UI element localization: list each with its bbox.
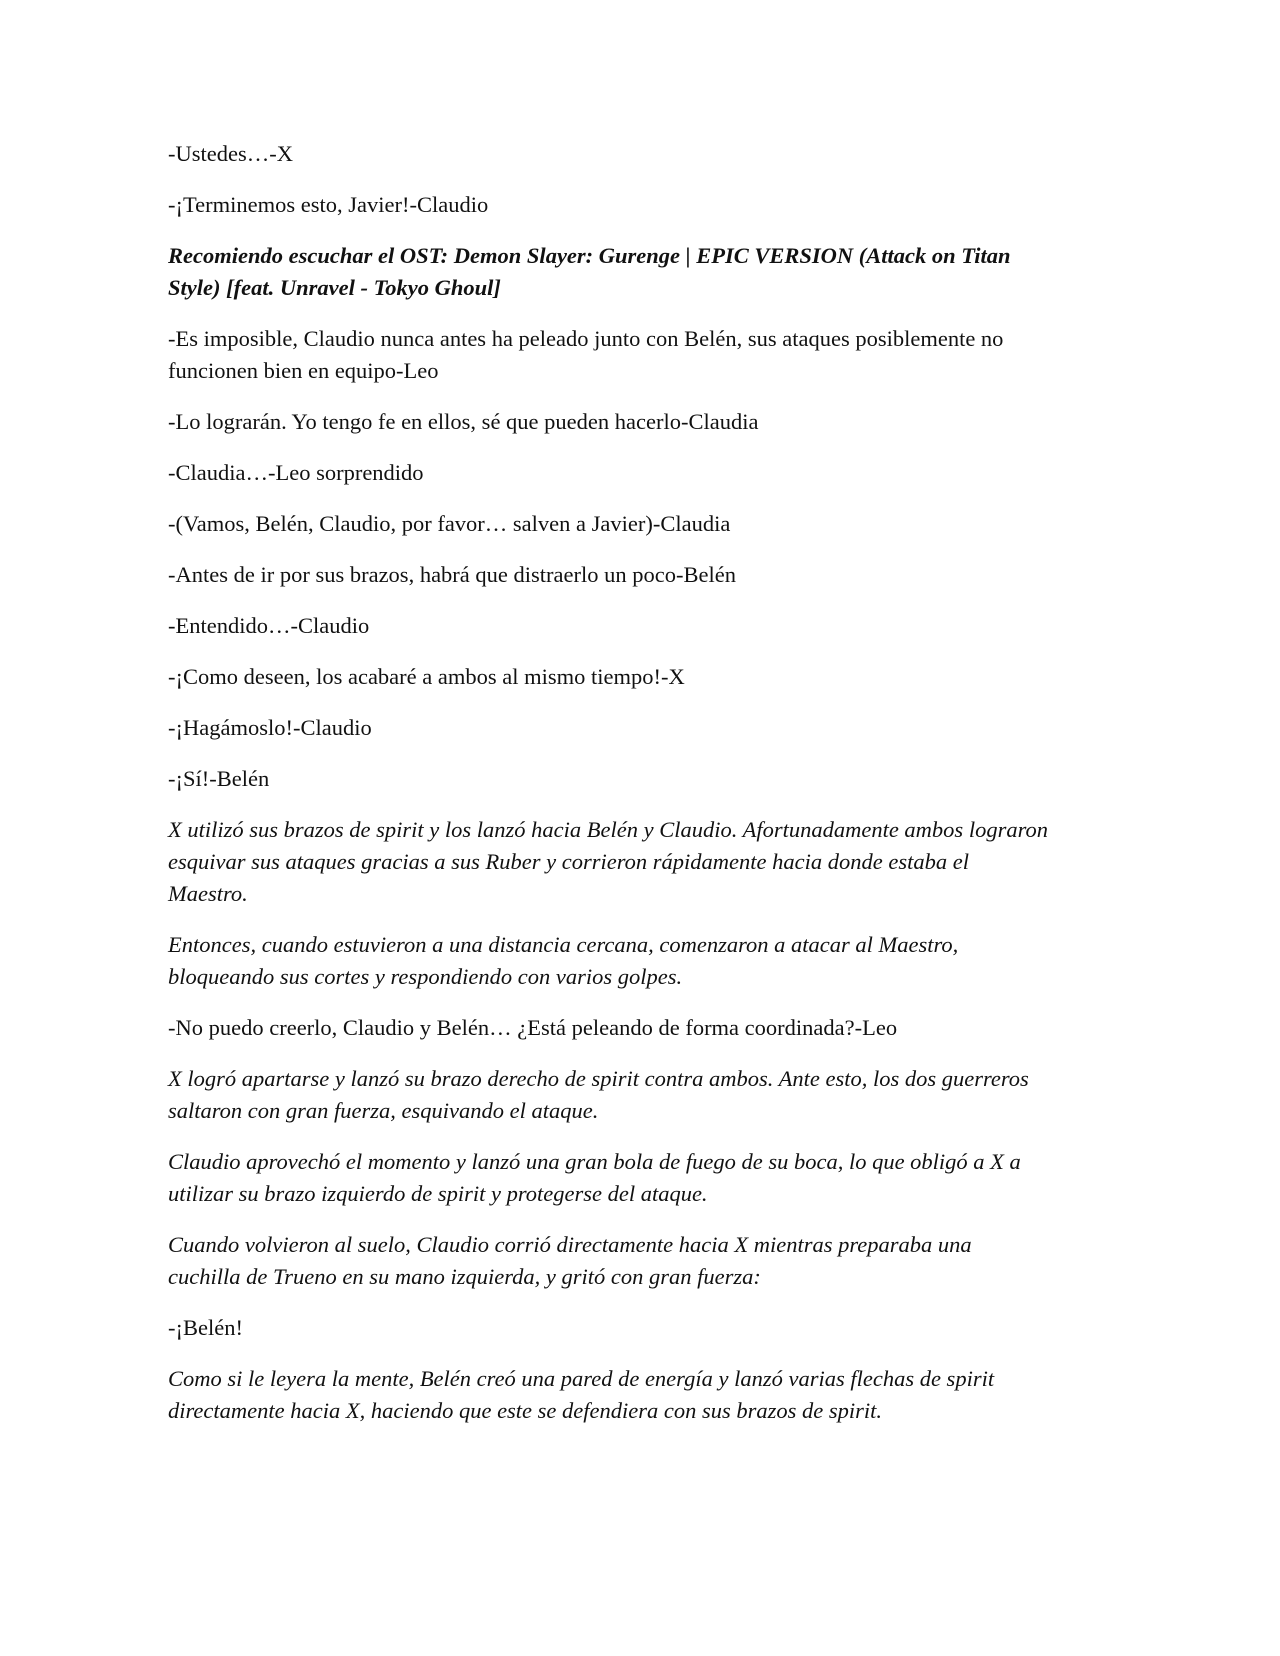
dialogue-line: -Entendido…-Claudio [168,613,370,638]
narration-paragraph: X utilizó sus brazos de spirit y los lanzó hacia Belén y Claudio. Afortunadamente ambos lograron esquivar sus ataques gracias a sus Ruber y corrieron rápidamente hacia donde estaba el Maestro. [168,817,1048,906]
dialogue-line: -Es imposible, Claudio nunca antes ha peleado junto con Belén, sus ataques posiblemente no funcionen bien en equipo-Leo [168,326,1004,383]
narration-paragraph: X logró apartarse y lanzó su brazo derecho de spirit contra ambos. Ante esto, los dos guerreros saltaron con gran fuerza, esquivando el ataque. [168,1066,1029,1123]
dialogue-line: -¡Sí!-Belén [168,766,270,791]
dialogue-line: -No puedo creerlo, Claudio y Belén… ¿Está peleando de forma coordinada?-Leo [168,1015,898,1040]
dialogue-line: -Claudia…-Leo sorprendido [168,460,424,485]
narration-paragraph: Entonces, cuando estuvieron a una distancia cercana, comenzaron a atacar al Maestro, bloqueando sus cortes y respondiendo con varios golpes. [168,932,959,989]
dialogue-line: -¡Como deseen, los acabaré a ambos al mismo tiempo!-X [168,664,685,689]
narration-paragraph: Cuando volvieron al suelo, Claudio corrió directamente hacia X mientras preparaba una cuchilla de Trueno en su mano izquierda, y gritó con gran fuerza: [168,1232,972,1289]
narration-paragraph: Como si le leyera la mente, Belén creó una pared de energía y lanzó varias flechas de spirit directamente hacia X, haciendo que este se defendiera con sus brazos de spirit. [168,1366,995,1423]
dialogue-line: -(Vamos, Belén, Claudio, por favor… salven a Javier)-Claudia [168,511,731,536]
narration-paragraph: Claudio aprovechó el momento y lanzó una gran bola de fuego de su boca, lo que obligó a X a utilizar su brazo izquierdo de spirit y protegerse del ataque. [168,1149,1021,1206]
dialogue-line: -Lo lograrán. Yo tengo fe en ellos, sé que pueden hacerlo-Claudia [168,409,759,434]
document-page [168,138,1048,1446]
dialogue-line: -¡Belén! [168,1315,243,1340]
music-recommendation-note: Recomiendo escuchar el OST: Demon Slayer: Gurenge | EPIC VERSION (Attack on Titan Style) [feat. Unravel - Tokyo Ghoul] [168,243,1011,300]
dialogue-line: -¡Hagámoslo!-Claudio [168,715,372,740]
dialogue-line: -Ustedes…-X [168,141,293,166]
dialogue-line: -¡Terminemos esto, Javier!-Claudio [168,192,489,217]
dialogue-line: -Antes de ir por sus brazos, habrá que distraerlo un poco-Belén [168,562,736,587]
